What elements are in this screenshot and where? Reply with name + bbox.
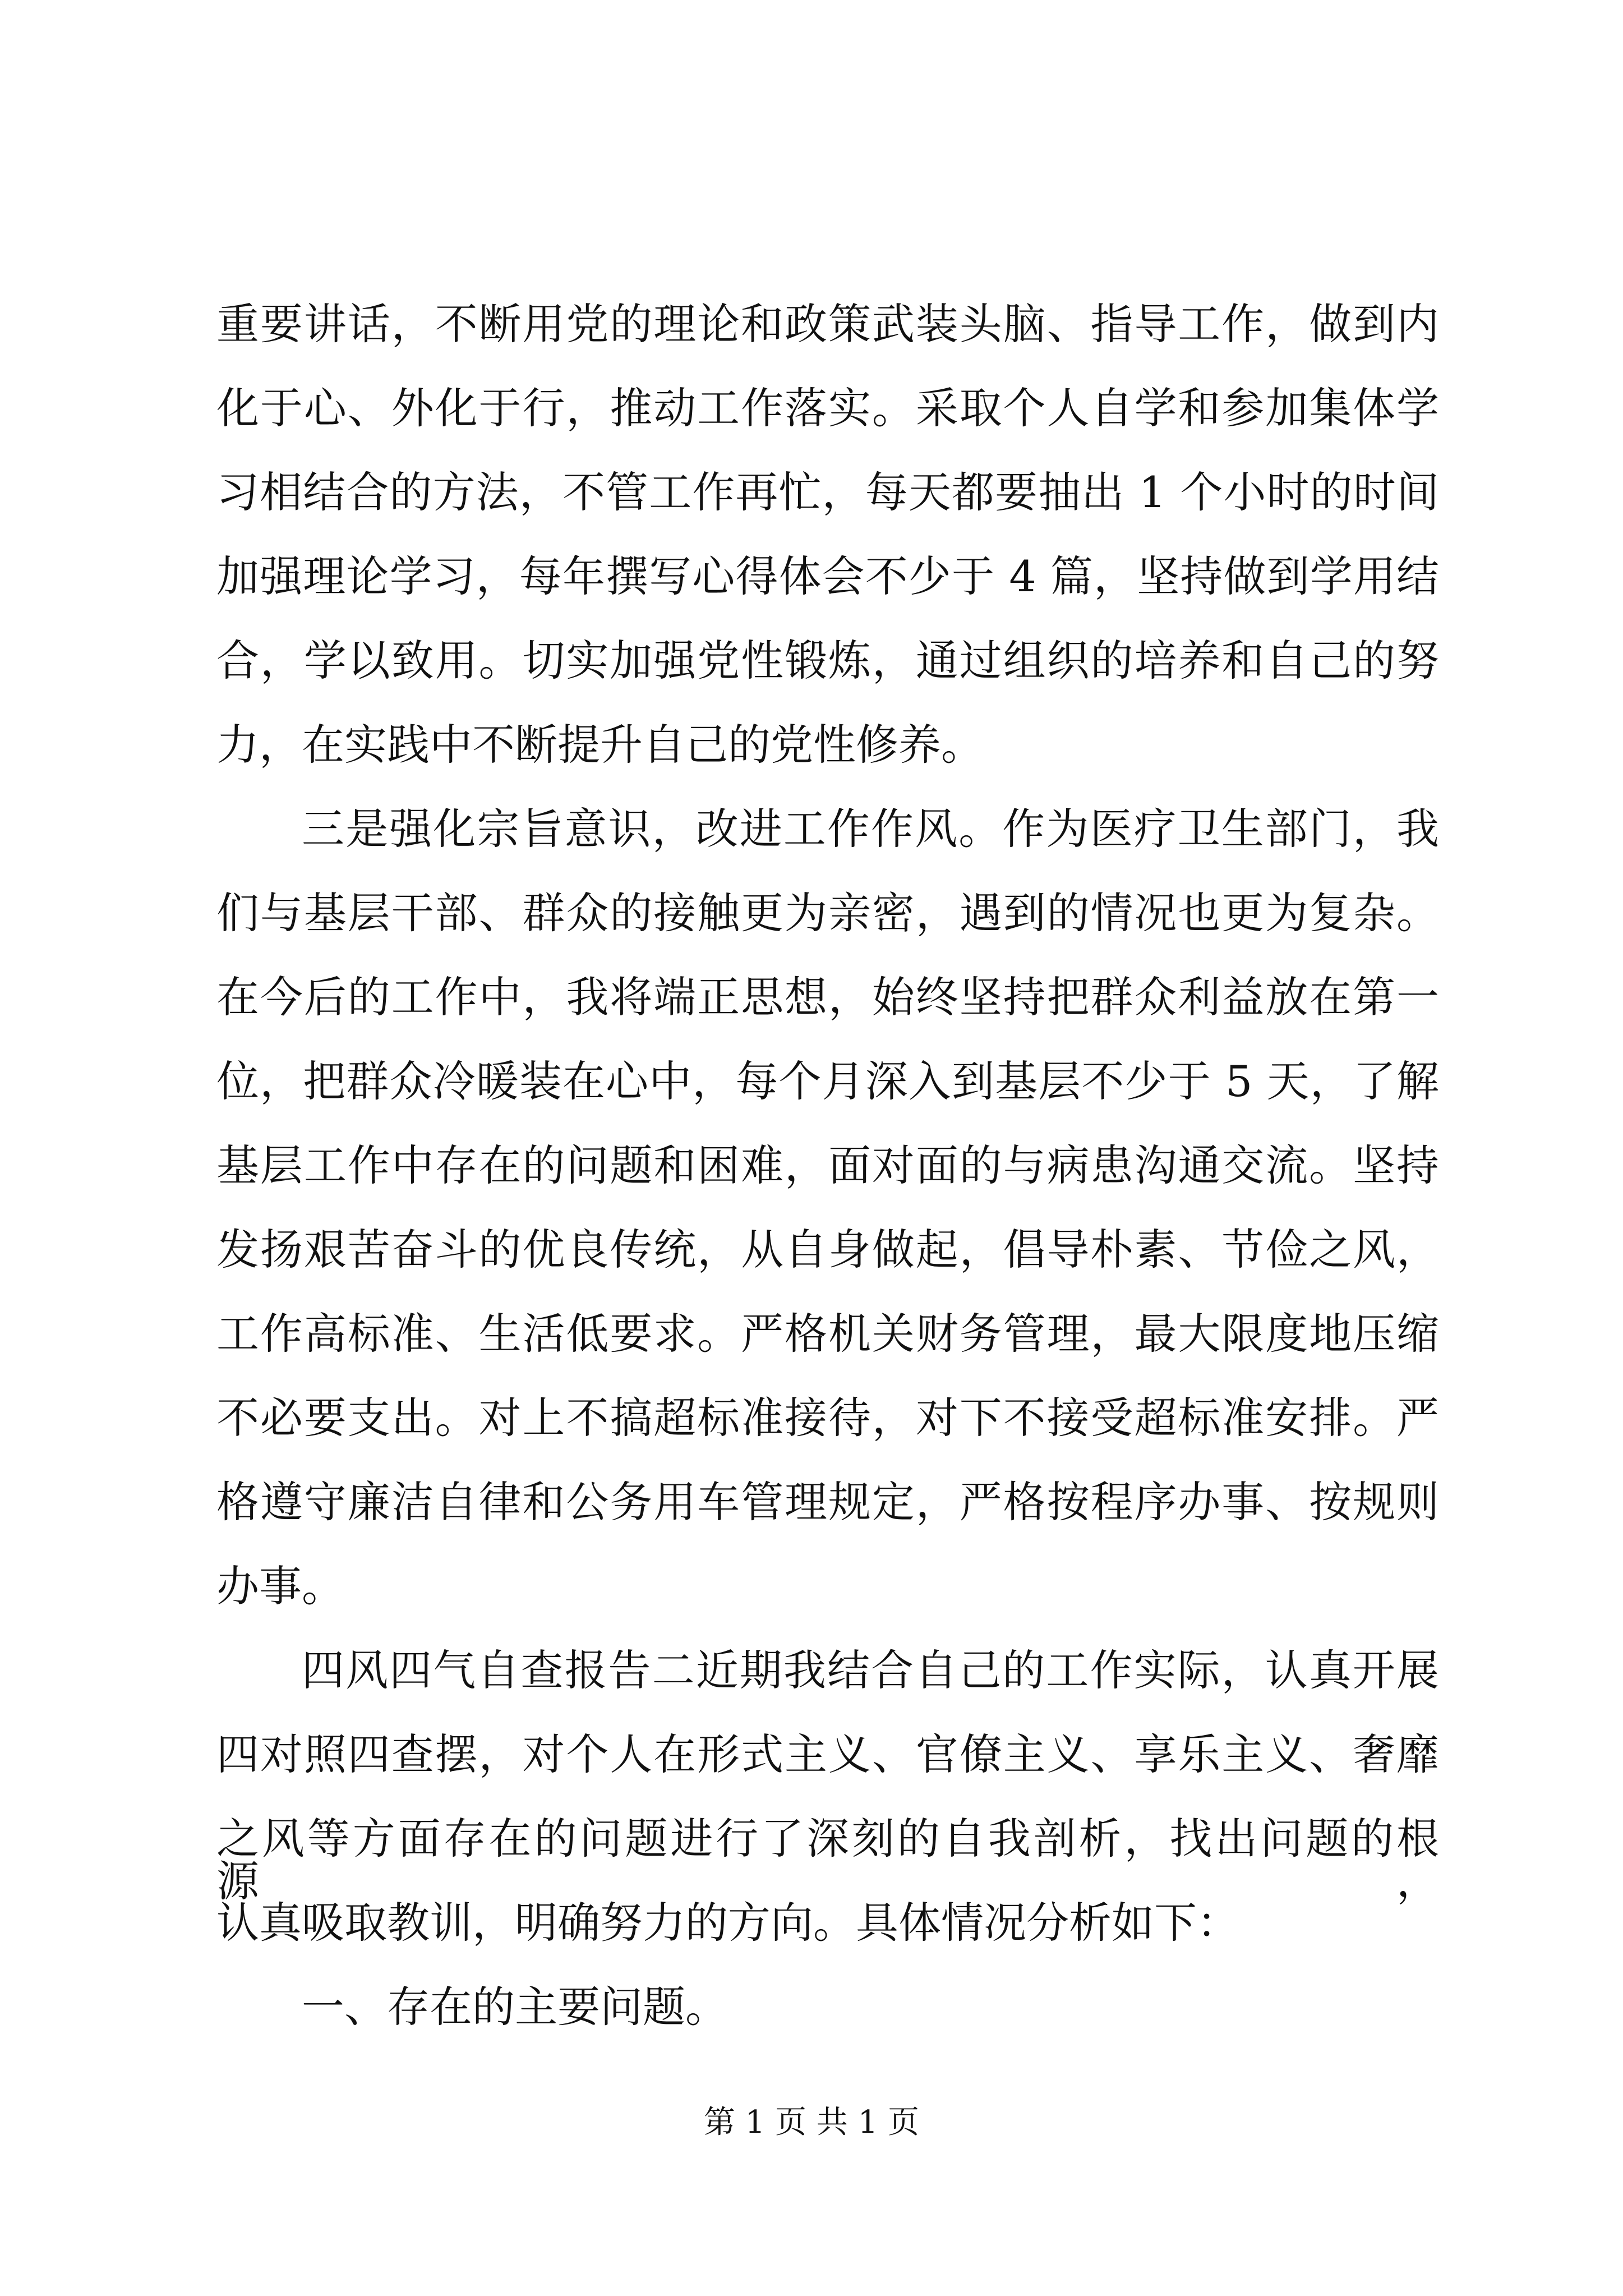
paragraph-1-line-4: 加强理论学习，每年撰写心得体会不少于 4 篇，坚持做到学用结 — [216, 551, 1439, 601]
paragraph-2-line-2: 们与基层干部、群众的接触更为亲密，遇到的情况也更为复杂。 — [216, 888, 1439, 938]
paragraph-1-line-5: 合，学以致用。切实加强党性锻炼，通过组织的培养和自己的努 — [216, 636, 1439, 685]
paragraph-2-line-3: 在今后的工作中，我将端正思想，始终坚持把群众利益放在第一 — [216, 972, 1439, 1022]
paragraph-3-line-3: 之风等方面存在的问题进行了深刻的自我剖析，找出问题的根源， — [216, 1814, 1439, 1906]
paragraph-2-line-4: 位，把群众冷暖装在心中，每个月深入到基层不少于 5 天，了解 — [216, 1056, 1439, 1106]
paragraph-2-line-6: 发扬艰苦奋斗的优良传统，从自身做起，倡导朴素、节俭之风， — [216, 1225, 1439, 1274]
paragraph-2-line-8: 不必要支出。对上不搞超标准接待，对下不接受超标准安排。严 — [216, 1393, 1439, 1443]
paragraph-2-line-9: 格遵守廉洁自律和公务用车管理规定，严格按程序办事、按规则 — [216, 1477, 1439, 1527]
paragraph-3-line-1: 四风四气自查报告二近期我结合自己的工作实际，认真开展 — [302, 1645, 1439, 1695]
paragraph-1-line-2: 化于心、外化于行，推动工作落实。采取个人自学和参加集体学 — [216, 383, 1439, 433]
page-number-footer: 第 1 页 共 1 页 — [703, 2104, 920, 2141]
paragraph-3-line-4: 认真吸取教训，明确努力的方向。具体情况分析如下： — [216, 1898, 1239, 1948]
paragraph-1-line-3: 习相结合的方法，不管工作再忙，每天都要抽出 1 个小时的时间 — [216, 467, 1439, 517]
paragraph-2-line-7: 工作高标准、生活低要求。严格机关财务管理，最大限度地压缩 — [216, 1309, 1439, 1359]
paragraph-2-line-1: 三是强化宗旨意识，改进工作作风。作为医疗卫生部门，我 — [302, 804, 1439, 854]
paragraph-2-line-5: 基层工作中存在的问题和困难，面对面的与病患沟通交流。坚持 — [216, 1140, 1439, 1190]
paragraph-1-line-6: 力，在实践中不断提升自己的党性修养。 — [216, 720, 984, 770]
paragraph-4-line-1: 一、存在的主要问题。 — [302, 1982, 728, 2032]
paragraph-1-line-1: 重要讲话，不断用党的理论和政策武装头脑、指导工作，做到内 — [216, 299, 1439, 349]
paragraph-2-line-10: 办事。 — [216, 1561, 344, 1611]
paragraph-3-line-2: 四对照四查摆，对个人在形式主义、官僚主义、享乐主义、奢靡 — [216, 1729, 1439, 1779]
